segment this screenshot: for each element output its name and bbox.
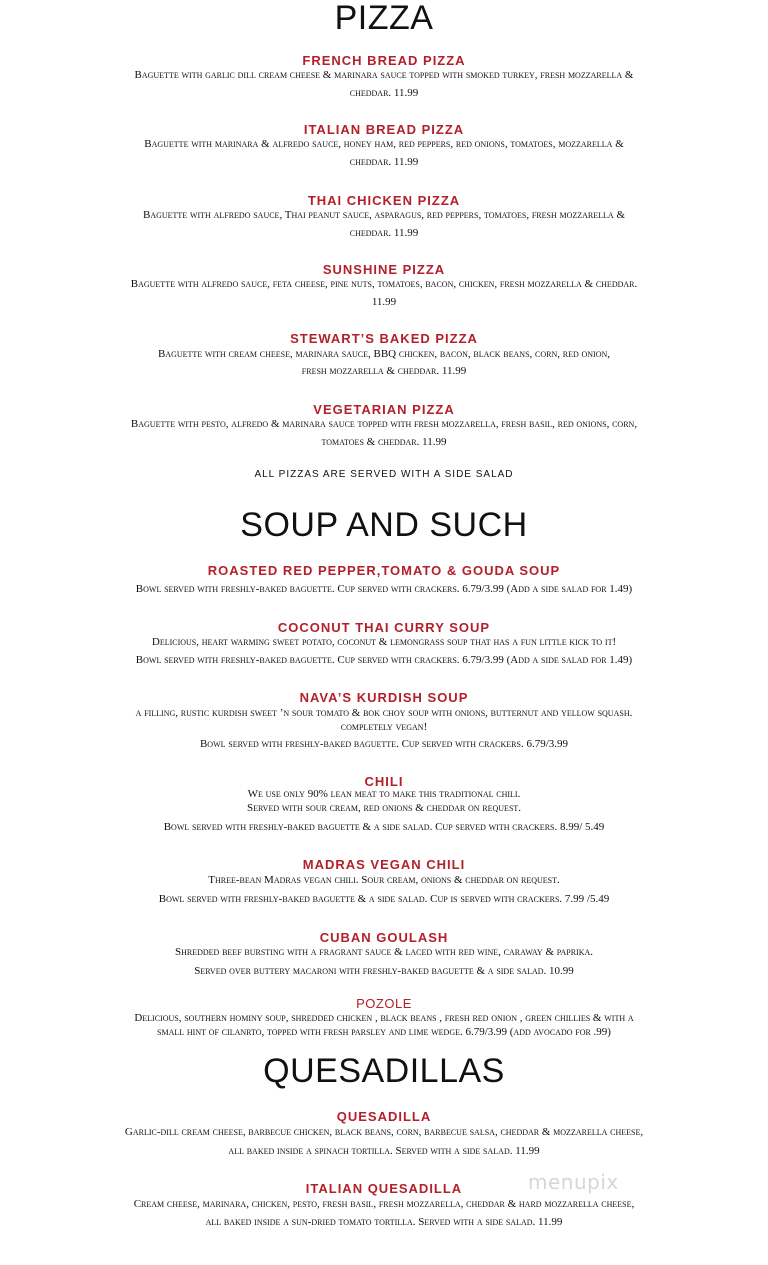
soup-section-title: SOUP AND SUCH bbox=[240, 506, 528, 544]
menu-item-description: Bowl served with freshly-baked baguette. Cup served with crackers. 6.79/3.99 (Add a side salad for 1.49) bbox=[135, 583, 633, 595]
menu-item-name: COCONUT THAI CURRY SOUP bbox=[277, 620, 491, 635]
menu-item-price-line: all baked inside a sun-dried tomato tortilla. Served with a side salad. 11.99 bbox=[205, 1216, 563, 1228]
menu-item-price-line: cheddar. 11.99 bbox=[349, 227, 419, 239]
menupix-watermark: menupix bbox=[528, 1170, 619, 1194]
menu-item-name: FRENCH BREAD PIZZA bbox=[302, 53, 466, 68]
menu-item-name: ROASTED RED PEPPER,TOMATO & GOUDA SOUP bbox=[207, 563, 561, 578]
menu-item-description: Garlic-dill cream cheese, barbecue chicken, black beans, corn, barbecue salsa, cheddar & mozzarella cheese, bbox=[124, 1126, 644, 1138]
menu-item-description: Shredded beef bursting with a fragrant sauce & laced with red wine, caraway & paprika. bbox=[175, 946, 593, 958]
menu-item-name: ITALIAN BREAD PIZZA bbox=[303, 122, 465, 137]
menu-item-name: NAVA’S KURDISH SOUP bbox=[299, 690, 469, 705]
menu-item-name: CHILI bbox=[364, 774, 404, 789]
menu-item-description: We use only 90% lean meat to make this traditional chili. bbox=[247, 788, 521, 800]
menu-item-name: VEGETARIAN PIZZA bbox=[313, 402, 455, 417]
menu-item-price-line: cheddar. 11.99 bbox=[349, 156, 419, 168]
menu-item-price-line: all baked inside a spinach tortilla. Served with a side salad. 11.99 bbox=[228, 1145, 540, 1157]
menu-item-name: CUBAN GOULASH bbox=[319, 930, 449, 945]
menu-item-price-line: Bowl served with freshly-baked baguette. Cup served with crackers. 6.79/3.99 (Add a side salad for 1.49) bbox=[135, 654, 633, 666]
menu-item-description: Three-bean Madras vegan chili. Sour cream, onions & cheddar on request. bbox=[208, 874, 560, 886]
menu-item-name: POZOLE bbox=[356, 996, 412, 1011]
menu-item-price-line: 11.99 bbox=[371, 296, 397, 308]
pizza-section-title: PIZZA bbox=[334, 0, 434, 37]
quesadillas-section-title: QUESADILLAS bbox=[263, 1052, 505, 1090]
menu-item-description: Baguette with alfredo sauce, Thai peanut sauce, asparagus, red peppers, tomatoes, fresh mozzarella & bbox=[142, 209, 626, 221]
menu-item-description: Cream cheese, marinara, chicken, pesto, fresh basil, fresh mozzarella, cheddar & hard mozzarella cheese, bbox=[133, 1198, 635, 1210]
menu-item-price-line: tomatoes & cheddar. 11.99 bbox=[321, 436, 447, 448]
menu-item-price-line: small hint of cilanrto, topped with fresh parsley and lime wedge. 6.79/3.99 (add avocado for .99) bbox=[157, 1026, 611, 1038]
menu-item-description: Baguette with marinara & alfredo sauce, honey ham, red peppers, red onions, tomatoes, mozzarella & bbox=[144, 138, 624, 150]
menu-item-price-line: Served over buttery macaroni with freshly-baked baguette & a side salad. 10.99 bbox=[194, 965, 574, 977]
menu-item-description: completely vegan! bbox=[340, 721, 428, 733]
pizza-side-salad-note: ALL PIZZAS ARE SERVED WITH A SIDE SALAD bbox=[254, 469, 514, 480]
menu-item-name: QUESADILLA bbox=[336, 1109, 432, 1124]
menu-item-name: ITALIAN QUESADILLA bbox=[305, 1181, 463, 1196]
menu-item-name: THAI CHICKEN PIZZA bbox=[307, 193, 461, 208]
menu-item-price-line: Bowl served with freshly-baked baguette & a side salad. Cup is served with crackers. 7.99 /5.49 bbox=[158, 893, 610, 905]
menu-item-name: STEWART’S BAKED PIZZA bbox=[290, 331, 478, 346]
menu-item-description: a filling, rustic kurdish sweet ’n sour tomato & bok choy soup with onions, butternut and yellow squash. bbox=[135, 707, 633, 719]
menu-item-description: Baguette with garlic dill cream cheese & marinara sauce topped with smoked turkey, fresh mozzarella & bbox=[134, 69, 634, 81]
menu-item-price-line: Bowl served with freshly-baked baguette & a side salad. Cup served with crackers. 8.99/ 5.49 bbox=[163, 821, 605, 833]
menu-item-name: SUNSHINE PIZZA bbox=[322, 262, 446, 277]
menu-item-price-line: fresh mozzarella & cheddar. 11.99 bbox=[301, 365, 467, 377]
menu-item-price-line: Bowl served with freshly-baked baguette. Cup served with crackers. 6.79/3.99 bbox=[199, 738, 569, 750]
menu-item-description: Delicious, heart warming sweet potato, coconut & lemongrass soup that has a fun little kick to it! bbox=[151, 636, 617, 648]
menu-item-description: Served with sour cream, red onions & cheddar on request. bbox=[246, 802, 522, 814]
menu-item-price-line: cheddar. 11.99 bbox=[349, 87, 419, 99]
menu-item-description: Baguette with alfredo sauce, feta cheese, pine nuts, tomatoes, bacon, chicken, fresh mozzarella & cheddar. bbox=[130, 278, 638, 290]
menu-item-description: Baguette with cream cheese, marinara sauce, BBQ chicken, bacon, black beans, corn, red onion, bbox=[157, 348, 611, 360]
menu-item-name: MADRAS VEGAN CHILI bbox=[302, 857, 466, 872]
menu-item-description: Delicious, southern hominy soup, shredded chicken , black beans , fresh red onion , green chillies & with a bbox=[134, 1012, 634, 1024]
menu-item-description: Baguette with pesto, alfredo & marinara sauce topped with fresh mozzarella, fresh basil, red onions, corn, bbox=[130, 418, 638, 430]
